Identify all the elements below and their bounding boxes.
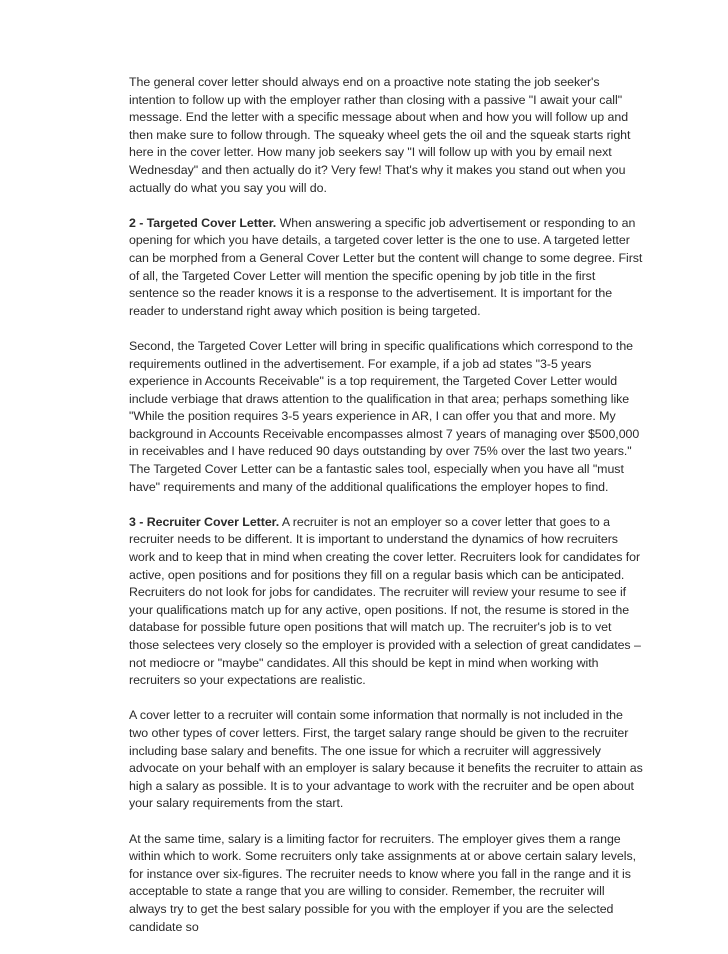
paragraph-text: A cover letter to a recruiter will contain some information that normally is not included in the two other types of cover letters. First, the target salary range should be given to the recruiter including base salary and benefits. The one issue for which a recruiter will aggressively advocate on your behalf with an employer is salary because it benefits the recruiter to attain as high a salary as possible. It is to your advantage to work with the recruiter and be open about your salary requirements from the start.: [129, 708, 643, 811]
paragraph-general-closing: [129, 74, 643, 197]
paragraph-recruiter-salary: [129, 707, 643, 813]
document-page: [129, 74, 643, 954]
paragraph-targeted-qualifications: [129, 338, 643, 496]
paragraph-recruiter-intro: [129, 514, 643, 690]
paragraph-text: The general cover letter should always end on a proactive note stating the job seeker's intention to follow up with the employer rather than closing with a passive "I await your call" message. End the letter with a specific message about when and how you will follow up and then make sure to follow through. The squeaky wheel gets the oil and the squeak starts right here in the cover letter. How many job seekers say "I will follow up with you by email next Wednesday" and then actually do it? Very few! That's why it makes you stand out when you actually do what you say you will do.: [129, 75, 631, 195]
paragraph-text: A recruiter is not an employer so a cover letter that goes to a recruiter needs to be different. It is important to understand the dynamics of how recruiters work and to keep that in mind when creating the cover letter. Recruiters look for candidates for active, open positions and for positions they fill on a regular basis which can be anticipated. Recruiters do not look for jobs for candidates. The recruiter will review your resume to see if your qualifications match up for any active, open positions. If not, the resume is stored in the database for possible future open positions that will match up. The recruiter's job is to vet those selectees very closely so the employer is provided with a selection of great candidates – not mediocre or "maybe" candidates. All this should be kept in mind when working with recruiters so your expectations are realistic.: [129, 514, 641, 688]
paragraph-recruiter-limits: [129, 831, 643, 937]
paragraph-text: When answering a specific job advertisement or responding to an opening for which you have details, a targeted cover letter is the one to use. A targeted letter can be morphed from a General Cover Letter but the content will change to some degree. First of all, the Targeted Cover Letter will mention the specific opening by job title in the first sentence so the reader knows it is a response to the advertisement. It is important for the reader to understand right away which position is being targeted.: [129, 215, 643, 318]
paragraph-targeted-intro: [129, 215, 643, 321]
section-heading-recruiter: 3 - Recruiter Cover Letter.: [129, 514, 280, 529]
section-heading-targeted: 2 - Targeted Cover Letter.: [129, 215, 277, 230]
paragraph-text: At the same time, salary is a limiting factor for recruiters. The employer gives them a range within which to work. Some recruiters only take assignments at or above certain salary levels, for instance over six-figures. The recruiter needs to know where you fall in the range and it is acceptable to state a range that you are willing to consider. Remember, the recruiter will always try to get the best salary possible for you with the employer if you are the selected candidate so: [129, 831, 636, 934]
paragraph-text: Second, the Targeted Cover Letter will bring in specific qualifications which correspond to the requirements outlined in the advertisement. For example, if a job ad states "3-5 years experience in Accounts Receivable" is a top requirement, the Targeted Cover Letter would include verbiage that draws attention to the qualification in that area; perhaps something like "While the position requires 3-5 years experience in AR, I can offer you that and more. My background in Accounts Receivable encompasses almost 7 years of managing over $500,000 in receivables and I have reduced 90 days outstanding by over 75% over the last two years." The Targeted Cover Letter can be a fantastic sales tool, especially when you have all "must have" requirements and many of the additional qualifications the employer hopes to find.: [129, 338, 640, 494]
